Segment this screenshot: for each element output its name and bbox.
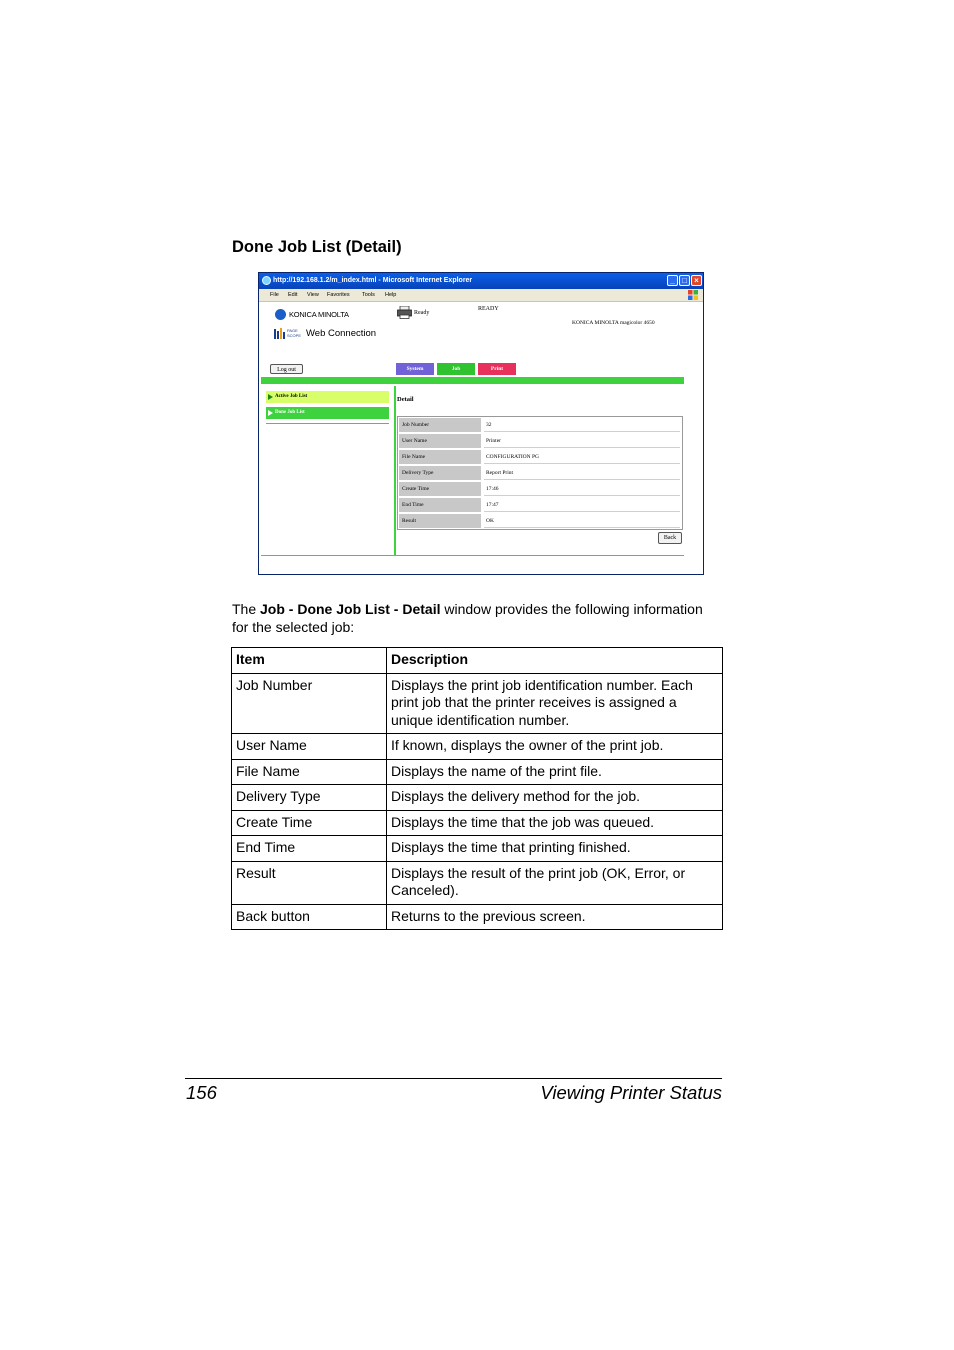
detail-value: Printer <box>484 434 680 448</box>
table-cell-description: Displays the result of the print job (OK, Error, or Canceled). <box>387 861 723 904</box>
bottom-divider <box>261 555 684 556</box>
konica-minolta-globe-icon <box>275 309 286 320</box>
detail-label: Create Time <box>399 482 481 496</box>
triangle-right-icon <box>268 394 273 400</box>
sidebar-item-active-job-list[interactable] <box>266 391 389 403</box>
table-cell-description: Returns to the previous screen. <box>387 904 723 930</box>
sidebar-rule <box>266 423 389 424</box>
detail-row <box>398 417 682 433</box>
detail-value: 17:46 <box>484 482 680 496</box>
ie-icon <box>262 276 271 285</box>
table-cell-item: User Name <box>232 734 387 760</box>
detail-row <box>398 449 682 465</box>
detail-label: Delivery Type <box>399 466 481 480</box>
detail-label: Result <box>399 514 481 528</box>
table-cell-description: If known, displays the owner of the print job. <box>387 734 723 760</box>
detail-row <box>398 513 682 529</box>
section-title: Done Job List (Detail) <box>232 238 402 256</box>
browser-title: http://192.168.1.2/m_index.html - Microsoft Internet Explorer <box>273 277 473 284</box>
table-cell-item: Create Time <box>232 810 387 836</box>
status-ready-caps: READY <box>478 306 499 312</box>
detail-value: 32 <box>484 418 680 432</box>
menu-help[interactable]: Help <box>385 292 397 298</box>
table-row <box>232 673 723 734</box>
menu-file[interactable]: File <box>270 292 279 298</box>
table-cell-item: End Time <box>232 836 387 862</box>
table-cell-description: Displays the time that the job was queued. <box>387 810 723 836</box>
menu-favorites[interactable]: Favorites <box>327 292 350 298</box>
table-header-row <box>232 648 723 674</box>
detail-value: Report Print <box>484 466 680 480</box>
detail-title: Detail <box>397 396 414 403</box>
menu-edit[interactable]: Edit <box>288 292 298 298</box>
table-cell-description: Displays the time that printing finished. <box>387 836 723 862</box>
footer-chapter-title: Viewing Printer Status <box>540 1082 722 1103</box>
footer-rule <box>185 1078 722 1079</box>
info-table <box>231 647 723 930</box>
tab-job[interactable]: Job <box>437 363 475 375</box>
intro-paragraph <box>232 601 722 636</box>
header-description: Description <box>387 648 723 674</box>
detail-value: OK <box>484 514 680 528</box>
menu-tools[interactable]: Tools <box>362 292 375 298</box>
table-cell-description: Displays the delivery method for the job. <box>387 785 723 811</box>
windows-logo-icon <box>688 290 698 300</box>
log-out-button[interactable]: Log out <box>270 364 303 374</box>
printer-model: KONICA MINOLTA magicolor 4650 <box>572 320 655 326</box>
table-cell-description: Displays the print job identification number. Each print job that the printer receives is assigned a unique identification number. <box>387 673 723 734</box>
pagescope-icon <box>274 328 286 339</box>
table-cell-item: File Name <box>232 759 387 785</box>
table-row <box>232 861 723 904</box>
detail-value: 17:47 <box>484 498 680 512</box>
table-row <box>232 734 723 760</box>
menu-bar <box>259 289 703 302</box>
triangle-right-icon <box>268 410 273 416</box>
tab-print[interactable]: Print <box>478 363 516 375</box>
detail-value: CONFIGURATION PG <box>484 450 680 464</box>
sidebar-item-label: Active Job List <box>275 394 308 399</box>
status-ready: Ready <box>414 310 430 316</box>
detail-row <box>398 433 682 449</box>
browser-title-bar <box>259 273 703 289</box>
table-row <box>232 785 723 811</box>
printer-icon <box>397 306 412 319</box>
web-connection-label: Web Connection <box>306 328 377 339</box>
table-row <box>232 904 723 930</box>
sidebar-item-done-job-list[interactable] <box>266 407 389 419</box>
intro-post: window provides the following information for the selected job: <box>232 601 703 635</box>
table-row <box>232 810 723 836</box>
back-button[interactable]: Back <box>658 532 682 544</box>
detail-label: Job Number <box>399 418 481 432</box>
table-cell-item: Result <box>232 861 387 904</box>
table-cell-description: Displays the name of the print file. <box>387 759 723 785</box>
detail-row <box>398 497 682 513</box>
close-icon[interactable]: × <box>691 275 702 286</box>
green-header-bar <box>261 377 684 384</box>
detail-label: User Name <box>399 434 481 448</box>
table-cell-item: Job Number <box>232 673 387 734</box>
tab-system[interactable]: System <box>396 363 434 375</box>
detail-row <box>398 481 682 497</box>
table-cell-item: Delivery Type <box>232 785 387 811</box>
maximize-icon[interactable]: □ <box>679 275 690 286</box>
browser-screenshot <box>258 272 704 575</box>
menu-view[interactable]: View <box>307 292 319 298</box>
konica-minolta-logo: KONICA MINOLTA <box>289 310 349 319</box>
detail-label: End Time <box>399 498 481 512</box>
header-item: Item <box>232 648 387 674</box>
intro-pre: The <box>232 601 261 617</box>
table-row <box>232 836 723 862</box>
table-row <box>232 759 723 785</box>
pagescope-label: PAGE SCOPE <box>287 328 302 338</box>
intro-bold: Job - Done Job List - Detail <box>260 601 441 617</box>
detail-row <box>398 465 682 481</box>
table-cell-item: Back button <box>232 904 387 930</box>
page-number: 156 <box>186 1082 217 1103</box>
minimize-icon[interactable]: _ <box>667 275 678 286</box>
detail-table <box>397 416 683 530</box>
sidebar-item-label: Done Job List <box>275 410 305 415</box>
sidebar-divider <box>394 386 396 555</box>
detail-label: File Name <box>399 450 481 464</box>
